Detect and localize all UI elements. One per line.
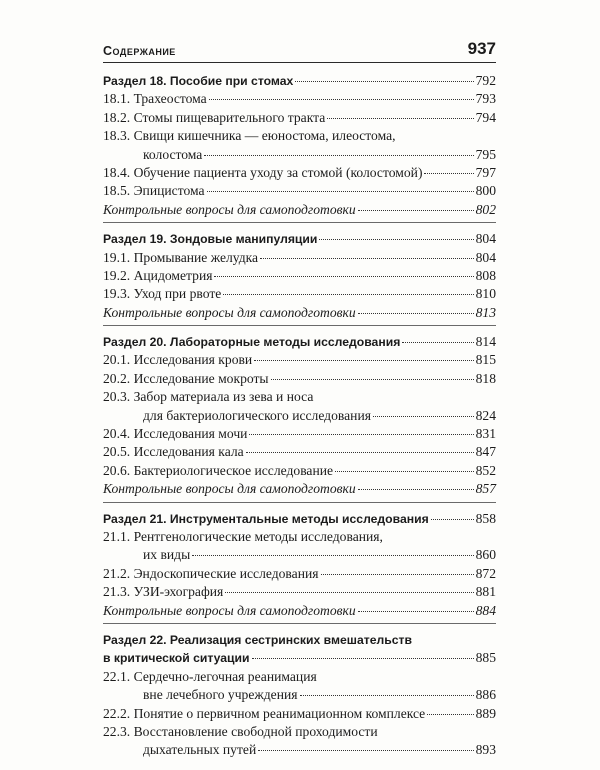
toc-entry[interactable] xyxy=(103,109,496,127)
dot-leader xyxy=(319,239,473,240)
toc-entry-page: 893 xyxy=(475,742,496,758)
toc-entry[interactable] xyxy=(103,249,496,267)
section-heading-page: 858 xyxy=(475,510,496,526)
toc-entry-page: 794 xyxy=(475,109,496,125)
toc-entry-page: 804 xyxy=(475,249,496,265)
dot-leader xyxy=(223,294,473,295)
toc-entry-label: 18.1. Трахеостома xyxy=(103,91,207,107)
toc-entry-label: 18.4. Обучение пациента уходу за стомой (колостомой) xyxy=(103,164,423,180)
toc-entry-page: 831 xyxy=(475,426,496,442)
toc-entry[interactable] xyxy=(103,285,496,303)
review-questions-entry-page: 884 xyxy=(475,602,496,618)
toc-entry-label: 19.1. Промывание желудка xyxy=(103,249,259,265)
toc-section xyxy=(103,333,496,503)
review-questions-entry-page: 813 xyxy=(475,304,496,320)
toc-entry-page: 797 xyxy=(475,164,496,180)
review-questions-entry-label: Контрольные вопросы для самоподготовки xyxy=(103,481,356,497)
toc-entry[interactable]: 22.3. Восстановление свободной проходимости xyxy=(103,723,378,739)
table-of-contents xyxy=(103,72,496,770)
section-heading-label: Раздел 21. Инструментальные методы исследования xyxy=(103,511,429,526)
dot-leader xyxy=(300,695,474,696)
review-questions-entry-page: 857 xyxy=(475,481,496,497)
section-heading[interactable] xyxy=(103,230,496,248)
dot-leader xyxy=(225,592,473,593)
page-number: 937 xyxy=(467,39,496,58)
toc-section xyxy=(103,72,496,223)
dot-leader xyxy=(258,750,473,751)
toc-entry[interactable] xyxy=(103,443,496,461)
dot-leader xyxy=(427,714,473,715)
page-header xyxy=(103,38,496,63)
toc-entry-label: 21.3. УЗИ-эхография xyxy=(103,584,224,600)
review-questions-entry[interactable] xyxy=(103,201,496,219)
toc-entry[interactable] xyxy=(103,686,496,704)
toc-entry[interactable] xyxy=(103,565,496,583)
toc-entry-page: 808 xyxy=(475,267,496,283)
toc-entry[interactable] xyxy=(103,546,496,564)
toc-entry-label: 22.2. Понятие о первичном реанимационном комплексе xyxy=(103,705,426,721)
toc-entry[interactable] xyxy=(103,164,496,182)
dot-leader xyxy=(402,342,473,343)
toc-entry-page: 793 xyxy=(475,91,496,107)
toc-entry[interactable] xyxy=(103,146,496,164)
toc-entry[interactable] xyxy=(103,425,496,443)
section-heading-page: 804 xyxy=(475,231,496,247)
section-heading-label: Раздел 18. Пособие при стомах xyxy=(103,74,294,88)
dot-leader xyxy=(207,191,474,192)
dot-leader xyxy=(321,574,474,575)
section-heading[interactable] xyxy=(103,72,496,90)
section-heading-page: 792 xyxy=(475,73,496,88)
toc-entry[interactable]: 18.3. Свищи кишечника — еюностома, илеостома, xyxy=(103,128,396,144)
dot-leader xyxy=(358,489,474,490)
section-heading-page: 814 xyxy=(475,334,496,350)
review-questions-entry[interactable] xyxy=(103,602,496,620)
dot-leader xyxy=(424,173,473,174)
running-head-title: Содержание xyxy=(103,44,176,58)
review-questions-entry[interactable] xyxy=(103,480,496,498)
review-questions-entry-label: Контрольные вопросы для самоподготовки xyxy=(103,304,356,320)
toc-entry-label: 19.2. Ацидометрия xyxy=(103,267,213,283)
toc-entry-label: 20.6. Бактериологическое исследование xyxy=(103,462,334,478)
review-questions-entry-page: 802 xyxy=(475,201,496,217)
toc-entry-page: 872 xyxy=(475,565,496,581)
toc-entry-page: 800 xyxy=(475,183,496,199)
toc-entry-label: 20.5. Исследования кала xyxy=(103,444,244,460)
toc-section xyxy=(103,510,496,624)
toc-entry-label: 19.3. Уход при рвоте xyxy=(103,286,222,302)
toc-entry-label: 21.2. Эндоскопические исследования xyxy=(103,565,319,581)
toc-entry-label: дыхательных путей xyxy=(143,742,257,758)
toc-entry[interactable]: 21.1. Рентгенологические методы исследования, xyxy=(103,528,383,544)
toc-entry-label: 18.5. Эпицистома xyxy=(103,183,205,199)
toc-entry[interactable]: 22.1. Сердечно-легочная реанимация xyxy=(103,668,317,684)
dot-leader xyxy=(260,258,474,259)
section-heading[interactable] xyxy=(103,649,496,667)
toc-section xyxy=(103,631,496,763)
toc-entry[interactable] xyxy=(103,267,496,285)
review-questions-entry-label: Контрольные вопросы для самоподготовки xyxy=(103,602,356,618)
dot-leader xyxy=(204,155,473,156)
toc-entry-label: колостома xyxy=(143,146,203,162)
review-questions-entry-label: Контрольные вопросы для самоподготовки xyxy=(103,201,356,217)
toc-entry-page: 881 xyxy=(475,584,496,600)
toc-entry[interactable] xyxy=(103,182,496,200)
toc-entry-page: 824 xyxy=(475,407,496,423)
dot-leader xyxy=(431,519,474,520)
dot-leader xyxy=(373,416,474,417)
dot-leader xyxy=(209,99,474,100)
toc-entry-label: 18.2. Стомы пищеварительного тракта xyxy=(103,109,326,125)
toc-entry[interactable] xyxy=(103,370,496,388)
toc-entry-label: 20.2. Исследование мокроты xyxy=(103,370,269,386)
section-heading-label: в критической ситуации xyxy=(103,651,250,666)
toc-entry[interactable] xyxy=(103,583,496,601)
toc-entry[interactable]: 20.3. Забор материала из зева и носа xyxy=(103,389,314,405)
section-heading[interactable] xyxy=(103,333,496,351)
review-questions-entry[interactable] xyxy=(103,304,496,322)
section-heading[interactable]: Раздел 22. Реализация сестринских вмешательств xyxy=(103,632,412,647)
toc-entry-page: 847 xyxy=(475,444,496,460)
dot-leader xyxy=(254,360,473,361)
dot-leader xyxy=(358,611,474,612)
dot-leader xyxy=(252,658,474,659)
toc-entry[interactable] xyxy=(103,351,496,369)
toc-entry-page: 810 xyxy=(475,286,496,302)
toc-entry-page: 852 xyxy=(475,462,496,478)
toc-entry[interactable] xyxy=(103,90,496,108)
dot-leader xyxy=(249,434,473,435)
toc-entry[interactable] xyxy=(103,407,496,425)
section-heading[interactable] xyxy=(103,510,496,528)
toc-entry-page: 818 xyxy=(475,370,496,386)
dot-leader xyxy=(246,452,474,453)
toc-entry-label: их виды xyxy=(143,547,191,563)
dot-leader xyxy=(192,555,473,556)
toc-entry-page: 795 xyxy=(475,146,496,162)
dot-leader xyxy=(327,118,473,119)
toc-entry[interactable] xyxy=(103,462,496,480)
toc-entry[interactable] xyxy=(103,741,496,759)
dot-leader xyxy=(271,379,474,380)
dot-leader xyxy=(295,81,473,82)
toc-entry-page: 815 xyxy=(475,352,496,368)
dot-leader xyxy=(214,276,473,277)
toc-section xyxy=(103,230,496,326)
section-heading-label: Раздел 19. Зондовые манипуляции xyxy=(103,232,318,247)
dot-leader xyxy=(358,313,474,314)
dot-leader xyxy=(358,210,474,211)
section-heading-label: Раздел 20. Лабораторные методы исследования xyxy=(103,335,401,350)
dot-leader xyxy=(335,471,474,472)
toc-entry-label: 20.4. Исследования мочи xyxy=(103,426,248,442)
toc-entry-label: для бактериологического исследования xyxy=(143,407,371,423)
toc-entry-label: вне лечебного учреждения xyxy=(143,687,298,703)
toc-entry-page: 860 xyxy=(475,547,496,563)
toc-entry-page: 889 xyxy=(475,705,496,721)
toc-entry-label: 20.1. Исследования крови xyxy=(103,352,253,368)
toc-entry-page: 886 xyxy=(475,687,496,703)
toc-entry[interactable] xyxy=(103,705,496,723)
section-heading-page: 885 xyxy=(475,650,496,666)
